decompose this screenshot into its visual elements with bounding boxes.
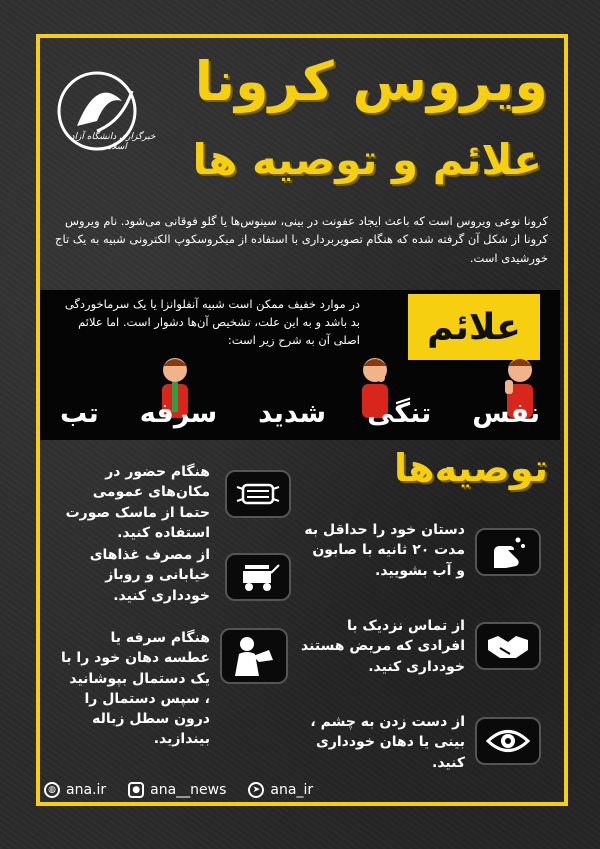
footer-telegram[interactable] <box>248 782 313 798</box>
globe-icon: ◍ <box>44 782 60 798</box>
logo-caption: خبرگزاری دانشگاه آزاد اسلامی <box>70 132 156 152</box>
hand-wash-icon-box <box>475 528 541 576</box>
footer <box>44 780 374 800</box>
hand-wash-icon <box>488 534 528 570</box>
instagram-text: ana__news <box>150 782 227 798</box>
footer-website[interactable] <box>44 782 106 798</box>
mask-icon-box <box>225 470 291 518</box>
recommendation-text-handwash: دستان خود را حداقل به مدت ۲۰ ثانیه با صابون و آب بشویید. <box>304 522 465 579</box>
food-cart-icon-box <box>225 553 291 601</box>
eye-icon-box <box>475 717 541 765</box>
mask-icon <box>235 479 281 509</box>
recommendation-text-sneeze: هنگام سرفه یا عطسه دهان خود را با یک دستمال بپوشانید ، سپس دستمال را درون سطل زباله بیندازید. <box>61 630 210 748</box>
recommendation-text-mask: هنگام حضور در مکان‌های عمومی حتما از ماسک صورت استفاده کنید. <box>65 464 210 541</box>
intro-paragraph: کرونا نوعی ویروس است که باعث ایجاد عفونت در بینی، سینوس‌ها یا گلو فوقانی می‌شود. نام ویروس کرونا از شکل آن گرفته شده که هنگام تصویربرداری با استفاده از میکروسکوپ الکترونی شبیه به یک تاج خورشیدی است. <box>55 214 548 265</box>
symptom-word: تنگی <box>367 398 432 429</box>
sub-title: علائم و توصیه ها <box>192 135 542 184</box>
symptoms-list <box>60 398 540 429</box>
symptom-word: تب <box>60 398 99 429</box>
website-text: ana.ir <box>66 782 107 798</box>
food-cart-icon <box>235 561 281 593</box>
symptom-word: سرفه <box>139 398 218 429</box>
main-title: ویروس کرونا <box>194 50 548 113</box>
sneeze-icon <box>229 634 279 678</box>
footer-instagram[interactable] <box>128 782 226 798</box>
recommendation-text-face: از دست زدن به چشم ، بینی یا دهان خودداری کنید. <box>310 714 465 771</box>
symptom-word: نفس <box>472 398 540 429</box>
symptom-word: شدید <box>258 398 327 429</box>
handshake-icon-box <box>475 622 541 670</box>
recommendations-title: توصیه‌ها <box>394 446 548 490</box>
symptoms-label: علائم <box>408 294 540 360</box>
recommendation-text-food: از مصرف غذاهای خیابانی و روباز خودداری کنید. <box>89 547 210 604</box>
telegram-icon: ➤ <box>248 782 264 798</box>
recommendation-text-contact: از تماس نزدیک با افرادی که مریض هستند خودداری کنید. <box>301 618 465 675</box>
handshake-icon <box>486 630 530 662</box>
instagram-icon: ● <box>128 782 144 798</box>
symptoms-description: در موارد خفیف ممکن است شبیه آنفلوانزا یا یک سرماخوردگی بد باشد و به این علت، تشخیص آن‌ها دشوار است. اما علائم اصلی آن به شرح زیر است: <box>64 297 360 347</box>
sneeze-icon-box <box>220 628 288 684</box>
telegram-text: ana_ir <box>270 782 314 798</box>
eye-icon <box>485 726 531 756</box>
